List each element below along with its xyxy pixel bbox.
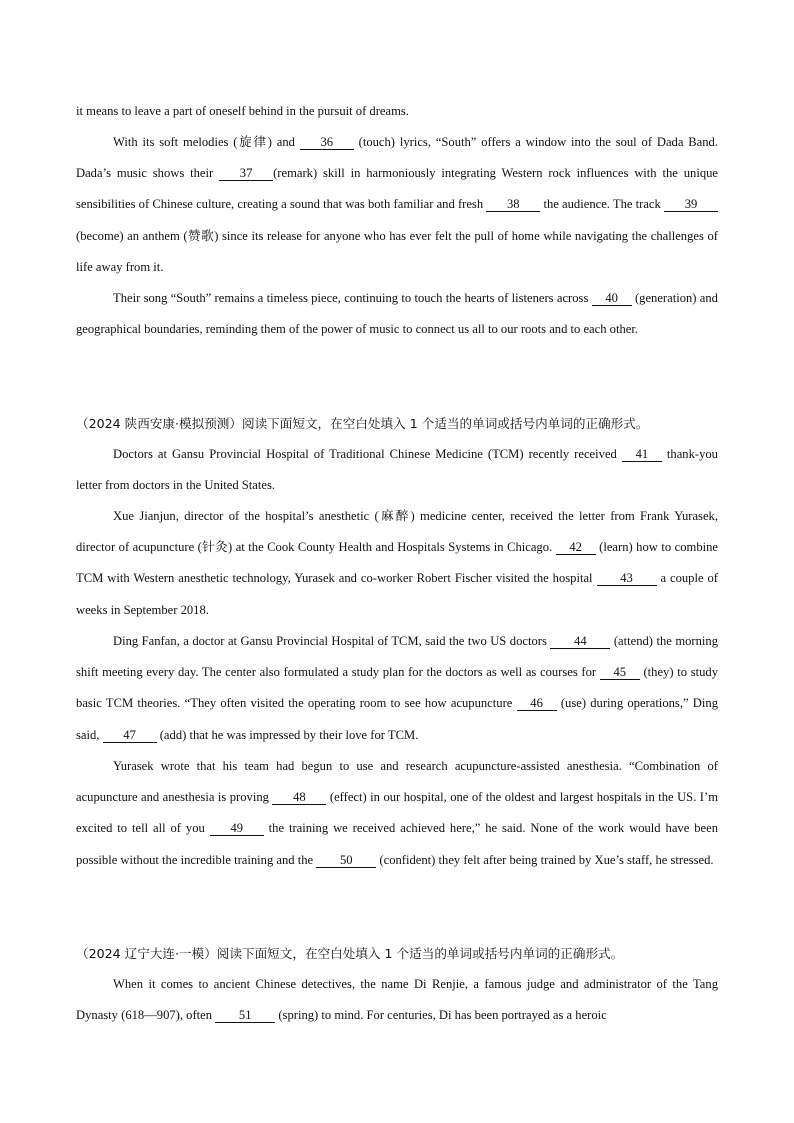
text: (they) to study basic TCM theories. “They often visited the operating room to see how acupuncture	[76, 665, 718, 711]
paragraph-gansu-doctors	[76, 439, 718, 501]
text: Ding Fanfan, a doctor at Gansu Provincial Hospital of TCM, said the two US doctors	[113, 634, 551, 648]
text: (effect) in our hospital, one of the oldest and largest hospitals in the US. I’m excited to tell all of you	[76, 790, 718, 836]
text: With its soft melodies (旋律) and	[113, 135, 300, 149]
blank-46[interactable]: 46	[517, 696, 557, 711]
blank-45[interactable]: 45	[600, 665, 640, 680]
blank-42[interactable]: 42	[556, 540, 596, 555]
blank-49[interactable]: 49	[210, 821, 264, 836]
text: (spring) to mind. For centuries, Di has been portrayed as a heroic	[275, 1008, 607, 1023]
blank-48[interactable]: 48	[272, 790, 326, 805]
text: When it comes to ancient Chinese detectives, the name Di Renjie, a famous judge and administrator of the Tang Dynasty (618—907), often	[76, 977, 718, 1023]
section-heading-liaoning: （2024 辽宁大连·一模）阅读下面短文，在空白处填入 1 个适当的单词或括号内单词的正确形式。	[76, 946, 624, 961]
paragraph-di-renjie	[76, 969, 718, 1031]
blank-51[interactable]: 51	[215, 1008, 275, 1023]
blank-43[interactable]: 43	[597, 571, 657, 586]
text: it means to leave a part of oneself behind in the pursuit of dreams.	[76, 104, 409, 118]
section-heading-shaanxi: （2024 陕西安康·模拟预测）阅读下面短文，在空白处填入 1 个适当的单词或括号内单词的正确形式。	[76, 416, 649, 431]
text: (use) during operations,” Ding said,	[76, 696, 718, 742]
paragraph-continuation	[76, 96, 718, 127]
text: (learn) how to combine TCM with Western anesthetic technology, Yurasek and co-worker Robert Fischer visited the hospital	[76, 540, 719, 586]
paragraph-yurasek	[76, 751, 718, 876]
blank-44[interactable]: 44	[550, 634, 610, 649]
paragraph-ding-fanfan	[76, 626, 718, 751]
paragraph-timeless-piece	[76, 283, 718, 345]
text: (attend) the morning shift meeting every day. The center also formulated a study plan for the doctors as well as courses for	[76, 634, 718, 680]
text: Their song “South” remains a timeless piece, continuing to touch the hearts of listeners across	[113, 291, 592, 305]
text: thank-you letter from doctors in the United States.	[76, 447, 718, 493]
text: the training we received achieved here,” he said. None of the work would have been possible without the incredible training and the	[76, 821, 718, 867]
text: Yurasek wrote that his team had begun to use and research acupuncture-assisted anesthesia. “Combination of acupuncture and anesthesia is proving	[76, 759, 718, 805]
text: a couple of weeks in September 2018.	[76, 571, 718, 617]
text: (confident) they felt after being trained by Xue’s staff, he stressed.	[376, 852, 714, 867]
text: (generation) and geographical boundaries, reminding them of the power of music to connect us all to our roots and to each other.	[76, 291, 718, 337]
text: (remark) skill in harmoniously integrating Western rock influences with the unique sensibilities of Chinese culture, creating a sound that was both familiar and fresh	[76, 166, 718, 212]
text: the audience. The track	[540, 197, 664, 212]
text: Doctors at Gansu Provincial Hospital of Traditional Chinese Medicine (TCM) recently received	[113, 447, 622, 461]
text: (add) that he was impressed by their love for TCM.	[156, 727, 419, 742]
text: (touch) lyrics, “South” offers a window into the soul of Dada Band. Dada’s music shows their	[76, 135, 718, 181]
blank-36[interactable]: 36	[300, 135, 354, 150]
blank-40[interactable]: 40	[592, 291, 632, 306]
blank-37[interactable]: 37	[219, 166, 273, 181]
blank-47[interactable]: 47	[103, 728, 157, 743]
blank-50[interactable]: 50	[316, 853, 376, 868]
paragraph-south-melodies	[76, 127, 718, 283]
blank-41[interactable]: 41	[622, 447, 662, 462]
blank-39[interactable]: 39	[664, 197, 718, 212]
text: (become) an anthem (赞歌) since its release for anyone who has ever felt the pull of home while navigating the challenges of life away from it.	[76, 228, 718, 274]
text: Xue Jianjun, director of the hospital’s anesthetic (麻醉) medicine center, received the letter from Frank Yurasek, director of acupuncture (针灸) at the Cook County Health and Hospitals Systems in Chicago.	[76, 509, 718, 555]
blank-38[interactable]: 38	[486, 197, 540, 212]
paragraph-xue-jianjun	[76, 501, 718, 626]
